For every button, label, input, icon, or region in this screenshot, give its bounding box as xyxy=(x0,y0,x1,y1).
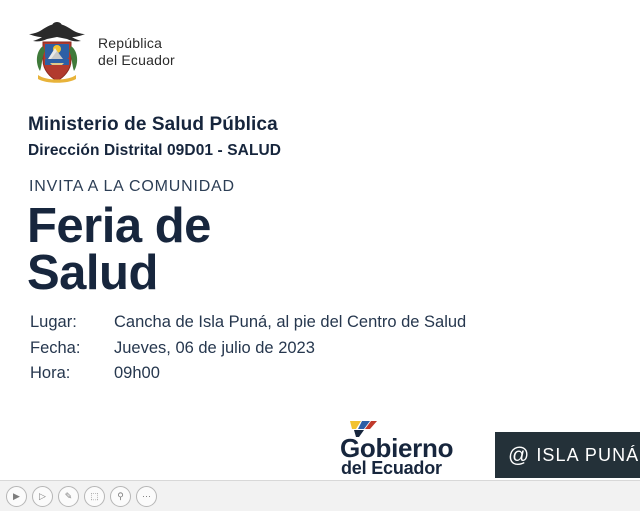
date-label: Fecha: xyxy=(30,338,81,357)
event-details xyxy=(30,310,466,387)
more-icon[interactable]: ⋯ xyxy=(136,486,157,507)
date-value: Jueves, 06 de julio de 2023 xyxy=(114,338,315,357)
republic-line-2: del Ecuador xyxy=(98,52,175,68)
detail-row-place xyxy=(30,310,466,336)
time-label: Hora: xyxy=(30,364,71,383)
event-title-line-1: Feria de xyxy=(27,199,211,253)
government-logo xyxy=(340,420,490,478)
place-value: Cancha de Isla Puná, al pie del Centro de Salud xyxy=(114,313,467,331)
ministry-block xyxy=(28,114,281,160)
republic-text xyxy=(98,35,175,68)
detail-row-time xyxy=(30,361,466,387)
place-label: Lugar: xyxy=(30,313,77,331)
republic-header xyxy=(26,18,175,86)
badge-handle: ISLA PUNÁ xyxy=(536,444,640,465)
ministry-district: Dirección Distrital 09D01 - SALUD xyxy=(28,142,282,159)
forward-icon[interactable]: ▷ xyxy=(32,486,53,507)
government-logo-line-1: Gobierno xyxy=(340,433,454,463)
isla-puna-badge xyxy=(495,432,640,478)
republic-line-1: República xyxy=(98,35,163,52)
at-icon: @ xyxy=(508,443,530,467)
time-value: 09h00 xyxy=(114,364,160,383)
ministry-name: Ministerio de Salud Pública xyxy=(28,114,278,135)
detail-row-date xyxy=(30,336,466,362)
edit-icon[interactable]: ✎ xyxy=(58,486,79,507)
crop-icon[interactable]: ⬚ xyxy=(84,486,105,507)
image-toolbar xyxy=(0,480,640,511)
government-logo-line-2: del Ecuador xyxy=(341,458,442,478)
ecuador-coat-of-arms-icon xyxy=(26,18,88,86)
event-title-line-2: Salud xyxy=(27,245,158,300)
event-title xyxy=(27,199,211,300)
play-icon[interactable]: ▶ xyxy=(6,486,27,507)
invitation-intro: INVITA A LA COMUNIDAD xyxy=(29,178,235,195)
search-icon[interactable]: ⚲ xyxy=(110,486,131,507)
